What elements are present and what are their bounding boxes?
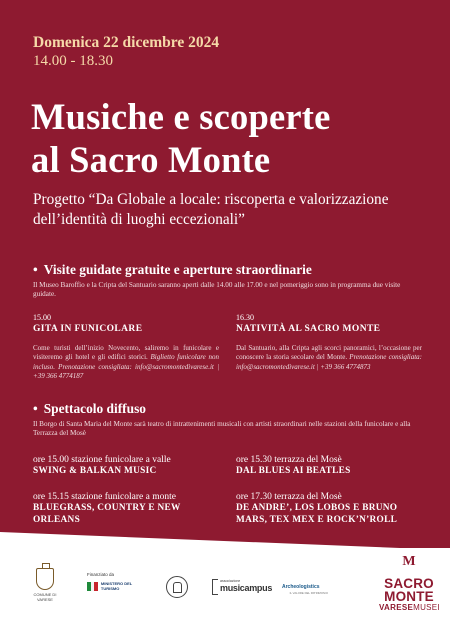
visit-desc-text: Dal Santuario, alla Cripta agli scorci panoramici, l’occasione per conoscere la storia secolare del Monte. — [236, 344, 422, 362]
brand-line-3 — [379, 603, 439, 612]
event-item — [236, 455, 426, 478]
visit-name: NATIVITÀ AL SACRO MONTE — [236, 324, 381, 334]
ministero-name: MINISTERO DEL TURISMO — [100, 581, 133, 591]
bullet-icon: • — [33, 401, 38, 416]
event-item — [33, 492, 223, 526]
event-where: ore 15.15 stazione funicolare a monte — [33, 492, 176, 502]
ministero-logo — [87, 572, 147, 591]
archeologistics-logo — [282, 584, 328, 595]
section-intro: Il Museo Baroffio e la Cripta del Santuario saranno aperti dalle 14.00 alle 17.00 e nel pomeriggio sono in programma due visite guidate. — [33, 281, 401, 299]
brand-musei: MUSEI — [413, 603, 440, 612]
archeo-tagline: IL VALORE DEL PATRIMONIO — [289, 591, 328, 595]
section-heading-visits — [33, 262, 312, 278]
visit-funicolare — [33, 313, 219, 382]
title-line-2: al Sacro Monte — [31, 139, 271, 180]
event-what: BLUEGRASS, COUNTRY E NEW ORLEANS — [33, 503, 181, 525]
header-time: 14.00 - 18.30 — [33, 53, 113, 69]
event-item — [236, 492, 426, 526]
event-where: ore 15.00 stazione funicolare a valle — [33, 455, 171, 465]
section-heading-spettacolo — [33, 401, 146, 417]
visit-booking[interactable]: Biglietto funicolare non incluso. Prenotazione consigliata: info@sacromontedivarese.it | +39 366 4774187 — [33, 353, 219, 381]
archeo-name: Archeologistics — [282, 584, 320, 590]
musicampus-logo — [212, 579, 272, 595]
header-date: Domenica 22 dicembre 2024 — [33, 34, 220, 51]
italian-flag-icon — [87, 582, 98, 591]
footer-diagonal — [0, 528, 450, 550]
page-title — [31, 95, 431, 181]
crest-icon — [36, 568, 54, 590]
seal-icon — [166, 576, 188, 598]
sacro-monte-mark-icon: M — [402, 554, 416, 569]
brand-line-2: MONTE — [384, 589, 434, 604]
sacro-monte-logo — [379, 555, 439, 612]
visit-time: 15.00 — [33, 313, 51, 322]
event-what: DAL BLUES AI BEATLES — [236, 466, 351, 476]
brand-varese: VARESE — [379, 603, 414, 612]
visit-name: GITA IN FUNICOLARE — [33, 324, 143, 334]
brand-line-1: SACRO — [384, 576, 434, 591]
event-what: DE ANDRE’, LOS LOBOS E BRUNO MARS, TEX MEX E ROCK’N’ROLL — [236, 503, 398, 525]
visit-description — [33, 344, 219, 382]
bracket-icon — [212, 579, 218, 595]
event-where: ore 15.30 terrazza del Mosè — [236, 455, 342, 465]
visit-desc-text: Come turisti dell’inizio Novecento, saliremo in funicolare e visiteremo gli hotel e gli edifici storici. — [33, 344, 219, 362]
visit-description — [236, 344, 422, 372]
bullet-icon: • — [33, 262, 38, 277]
event-where: ore 17.30 terrazza del Mosè — [236, 492, 342, 502]
event-item — [33, 455, 223, 478]
section-intro: Il Borgo di Santa Maria del Monte sarà teatro di intrattenimenti musicali con artisti straordinari nelle stazioni della funicolare e alla Terrazza del Mosè — [33, 420, 411, 438]
musicampus-name: musicampus — [220, 583, 273, 593]
musicampus-small: associazione — [220, 579, 241, 583]
visit-time: 16.30 — [236, 313, 254, 322]
comune-caption: COMUNE DI VARESE — [33, 592, 57, 602]
title-line-1: Musiche e scoperte — [31, 96, 331, 137]
section-title: Spettacolo diffuso — [43, 401, 146, 416]
section-title: Visite guidate gratuite e aperture straordinarie — [43, 262, 312, 277]
comune-varese-logo — [32, 568, 58, 602]
visit-booking[interactable]: Prenotazione consigliata: info@sacromontedivarese.it | +39 366 4774873 — [236, 353, 423, 371]
visit-nativita — [236, 313, 422, 372]
project-subtitle: Progetto “Da Globale a locale: riscoperta e valorizzazione dell’identità di luoghi eccezionali” — [33, 191, 389, 228]
event-what: SWING & BALKAN MUSIC — [33, 466, 157, 476]
funded-by-label: Finanziato da — [87, 572, 115, 577]
